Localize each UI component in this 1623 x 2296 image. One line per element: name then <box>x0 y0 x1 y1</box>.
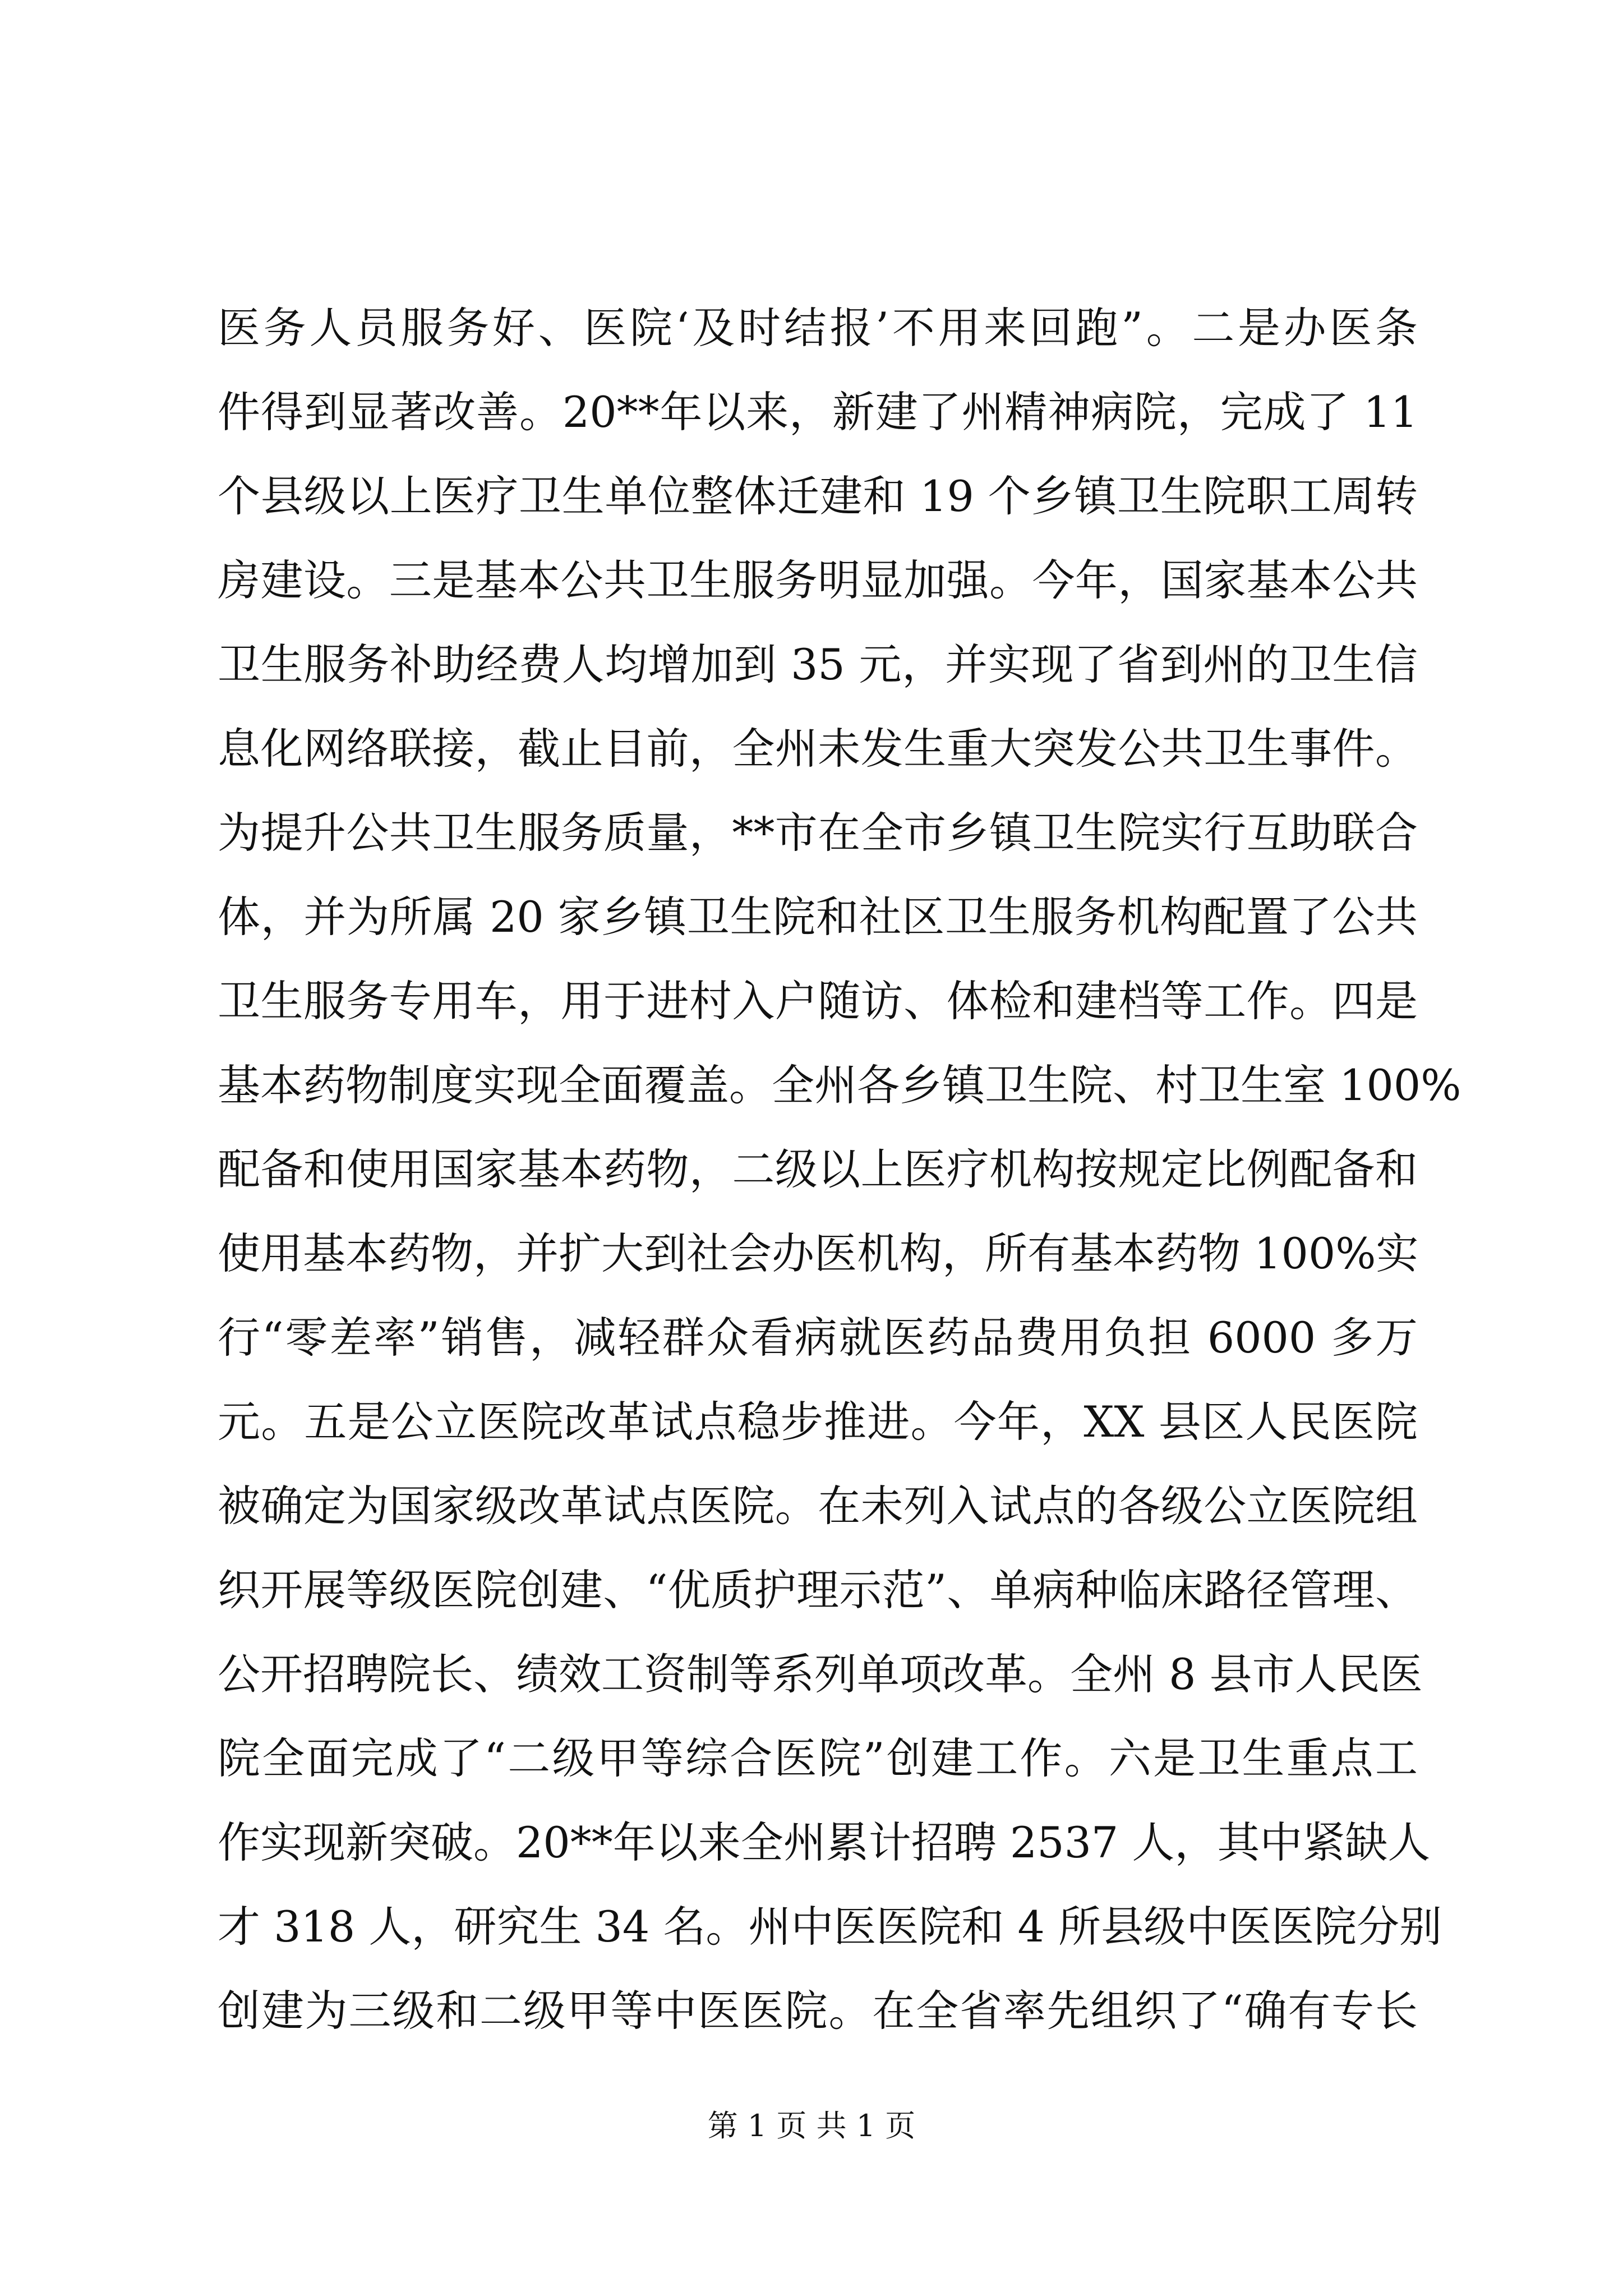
text-line-19: 作实现新突破。20**年以来全州累计招聘 2537 人，其中紧缺人 <box>218 1818 1431 1867</box>
text-line-3: 个县级以上医疗卫生单位整体迁建和 19 个乡镇卫生院职工周转 <box>218 471 1418 521</box>
text-line-10: 基本药物制度实现全面覆盖。全州各乡镇卫生院、村卫生室 100% <box>218 1060 1461 1110</box>
text-line-18: 院全面完成了“二级甲等综合医院”创建工作。六是卫生重点工 <box>218 1733 1418 1783</box>
text-line-20: 才 318 人，研究生 34 名。州中医医院和 4 所县级中医医院分别 <box>218 1902 1442 1952</box>
text-line-14: 元。五是公立医院改革试点稳步推进。今年，XX 县区人民医院 <box>218 1397 1418 1447</box>
text-line-9: 卫生服务专用车，用于进村入户随访、体检和建档等工作。四是 <box>218 976 1418 1026</box>
text-line-8: 体，并为所属 20 家乡镇卫生院和社区卫生服务机构配置了公共 <box>218 892 1418 942</box>
body-text <box>218 286 1461 2053</box>
text-line-17: 公开招聘院长、绩效工资制等系列单项改革。全州 8 县市人民医 <box>218 1649 1423 1699</box>
text-line-21: 创建为三级和二级甲等中医医院。在全省率先组织了“确有专长 <box>218 1986 1418 2036</box>
text-line-5: 卫生服务补助经费人均增加到 35 元，并实现了省到州的卫生信 <box>218 639 1418 689</box>
text-line-12: 使用基本药物，并扩大到社会办医机构，所有基本药物 100%实 <box>218 1228 1419 1278</box>
text-line-6: 息化网络联接，截止目前，全州未发生重大突发公共卫生事件。 <box>218 724 1418 774</box>
text-line-4: 房建设。三是基本公共卫生服务明显加强。今年，国家基本公共 <box>218 555 1418 605</box>
text-line-1: 医务人员服务好、医院‘及时结报’不用来回跑”。二是办医条 <box>218 303 1418 353</box>
text-line-7: 为提升公共卫生服务质量，**市在全市乡镇卫生院实行互助联合 <box>218 808 1418 858</box>
text-line-16: 织开展等级医院创建、“优质护理示范”、单病种临床路径管理、 <box>218 1565 1418 1615</box>
text-line-11: 配备和使用国家基本药物，二级以上医疗机构按规定比例配备和 <box>218 1144 1418 1194</box>
page-footer: 第 1 页 共 1 页 <box>707 2108 916 2143</box>
text-line-15: 被确定为国家级改革试点医院。在未列入试点的各级公立医院组 <box>218 1481 1418 1531</box>
text-line-2: 件得到显著改善。20**年以来，新建了州精神病院，完成了 11 <box>218 387 1418 437</box>
text-line-13: 行“零差率”销售，减轻群众看病就医药品费用负担 6000 多万 <box>218 1313 1418 1363</box>
